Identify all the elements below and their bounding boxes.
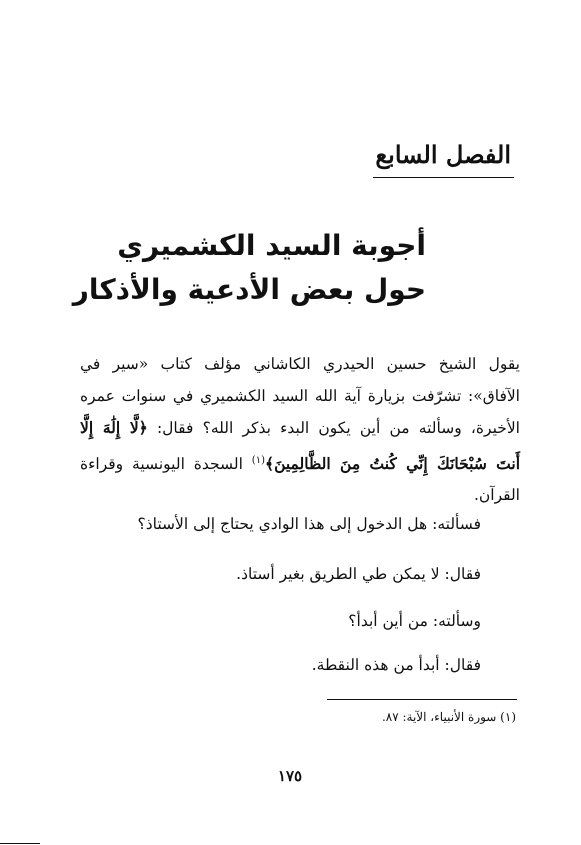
chapter-underline: [373, 177, 514, 178]
paragraph-line-2: الآفاق»: تشرّفت بزيارة آية الله السيد الكشميري في سنوات عمره: [80, 386, 520, 405]
paragraph-line-4-text: السجدة اليونسية وقراءة: [80, 454, 243, 473]
intro-paragraph: [80, 349, 520, 512]
footnote-reference: (١): [251, 454, 265, 466]
quran-verse-start: ﴿لَّا إِلَٰهَ إِلَّا: [80, 418, 148, 437]
paragraph-line-4: [80, 445, 520, 481]
paragraph-line-5: القرآن.: [473, 486, 520, 505]
chapter-title-line-2: حول بعض الأدعية والأذكار: [72, 273, 426, 306]
paragraph-line-1: يقول الشيخ حسين الحيدري الكاشاني مؤلف كتاب «سير في: [80, 355, 520, 373]
footnote: (١) سورة الأنبياء، الآية: ٨٧.: [381, 710, 516, 724]
dialogue-question-2: وسألته: من أين أبدأ؟: [348, 612, 481, 630]
dialogue-question-1: فسألته: هل الدخول إلى هذا الوادي يحتاج إلى الأستاذ؟: [137, 515, 481, 533]
dialogue-answer-1: فقال: لا يمكن طي الطريق بغير أستاذ.: [236, 565, 481, 583]
quran-verse-end: أَنتَ سُبْحَانَكَ إِنِّي كُنتُ مِنَ الظَّالِمِينَ﴾: [264, 453, 520, 473]
dialogue-answer-2: فقال: أبدأ من هذه النقطة.: [311, 656, 481, 674]
chapter-label: الفصل السابع: [375, 140, 511, 169]
footnote-separator: [327, 699, 517, 700]
page-number: ١٧٥: [277, 767, 303, 785]
crop-mark: [0, 843, 40, 844]
paragraph-line-3: [80, 412, 520, 445]
paragraph-line-3-text: الأخيرة، وسألته من أين يكون البدء بذكر الله؟ فقال:: [156, 419, 520, 437]
chapter-title-line-1: أجوبة السيد الكشميري: [117, 229, 426, 262]
